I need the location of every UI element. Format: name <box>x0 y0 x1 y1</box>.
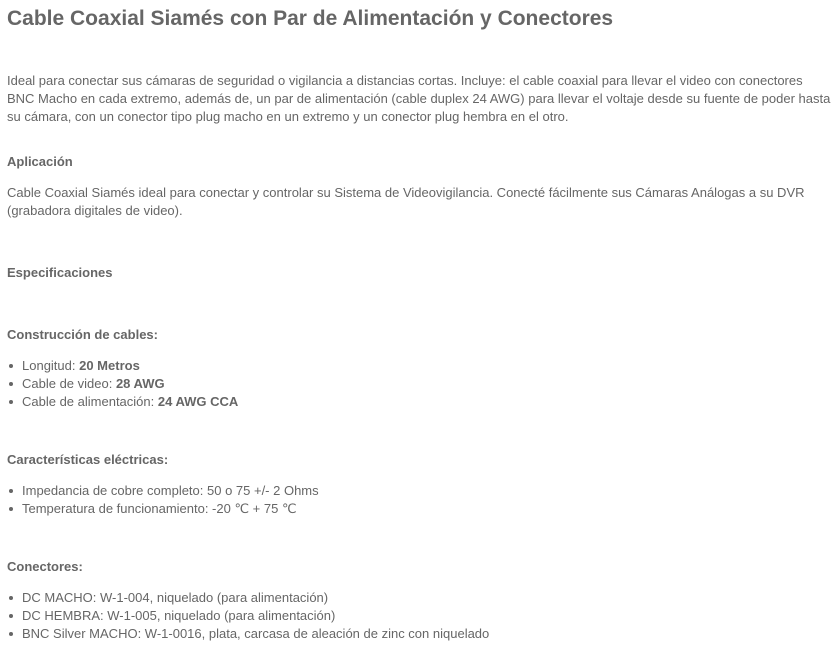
aplicacion-paragraph: Cable Coaxial Siamés ideal para conectar y controlar su Sistema de Videovigilancia. Conecté fácilmente sus Cámaras Análogas a su DVR (grabadora digitales de video). <box>7 185 805 218</box>
page-title: Cable Coaxial Siamés con Par de Alimentación y Conectores <box>7 7 614 30</box>
spec-label: Cable de video: <box>22 376 116 391</box>
bullet-icon <box>9 596 13 600</box>
list-item <box>7 375 238 393</box>
bullet-icon <box>9 382 13 386</box>
electricas-list <box>7 482 319 518</box>
conectores-list <box>7 589 489 643</box>
list-item-text: BNC Silver MACHO: W-1-0016, plata, carcasa de aleación de zinc con niquelado <box>22 626 490 641</box>
list-item <box>7 589 489 607</box>
electricas-heading: Características eléctricas: <box>7 452 169 467</box>
construccion-list <box>7 357 238 411</box>
list-item <box>7 482 319 500</box>
intro-paragraph: Ideal para conectar sus cámaras de seguridad o vigilancia a distancias cortas. Incluye: el cable coaxial para llevar el video con conectores BNC Macho en cada extremo, además de, un par de alimentación (cable duplex 24 AWG) para llevar el voltaje desde su fuente de poder hasta su cámara, con un conector tipo plug macho en un extremo y un conector plug hembra en el otro. <box>7 73 831 124</box>
list-item <box>7 357 238 375</box>
spec-value: 20 Metros <box>79 358 140 373</box>
spec-value: 28 AWG <box>115 376 165 391</box>
spec-label: Cable de alimentación: <box>22 394 158 409</box>
list-item-text: Temperatura de funcionamiento: -20 ℃ + 75 ℃ <box>22 501 297 516</box>
list-item <box>7 500 319 518</box>
spec-value: 24 AWG CCA <box>157 394 239 409</box>
especificaciones-heading: Especificaciones <box>7 265 113 280</box>
list-item-text: DC MACHO: W-1-004, niquelado (para alimentación) <box>22 590 329 605</box>
bullet-icon <box>9 632 13 636</box>
list-item-text: DC HEMBRA: W-1-005, niquelado (para alimentación) <box>22 608 336 623</box>
conectores-heading: Conectores: <box>7 559 83 574</box>
bullet-icon <box>9 614 13 618</box>
bullet-icon <box>9 364 13 368</box>
list-item <box>7 607 489 625</box>
construccion-heading: Construcción de cables: <box>7 327 158 342</box>
bullet-icon <box>9 489 13 493</box>
spec-label: Longitud: <box>22 358 80 373</box>
bullet-icon <box>9 400 13 404</box>
list-item <box>7 393 238 411</box>
list-item <box>7 625 489 643</box>
bullet-icon <box>9 507 13 511</box>
list-item-text: Impedancia de cobre completo: 50 o 75 +/- 2 Ohms <box>22 483 319 498</box>
aplicacion-heading: Aplicación <box>7 154 73 169</box>
